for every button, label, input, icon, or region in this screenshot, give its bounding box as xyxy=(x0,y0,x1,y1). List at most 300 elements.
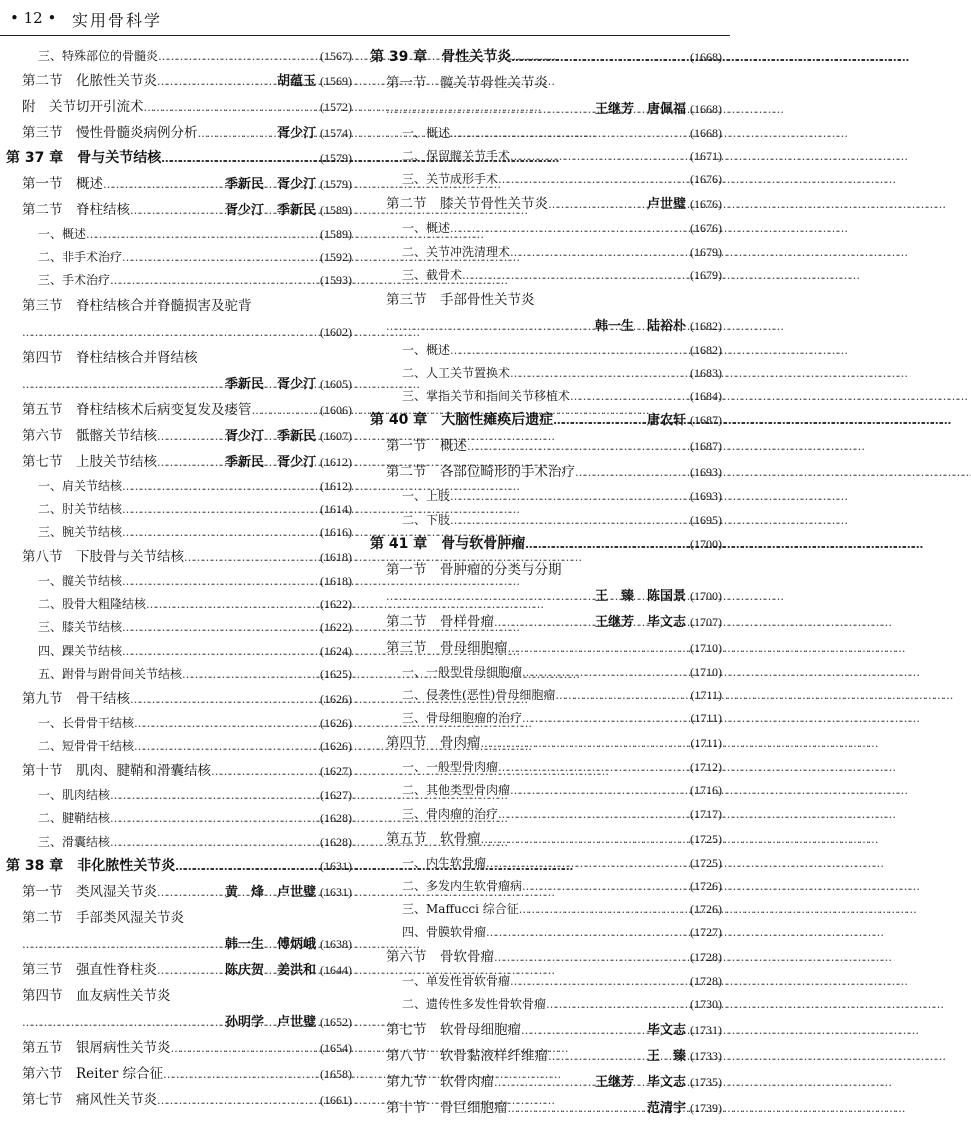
dot-leader xyxy=(386,96,592,123)
toc-entry-page: (1733) xyxy=(690,1048,722,1063)
toc-subsection[interactable] xyxy=(370,803,722,826)
toc-entry-title: 五、跗骨与跗骨间关节结核 xyxy=(38,666,183,681)
dot-leader xyxy=(510,970,690,993)
dot-leader xyxy=(575,459,690,486)
toc-entry-title: 第 40 章 大脑性瘫痪后遗症 xyxy=(370,412,554,429)
toc-subsection[interactable] xyxy=(370,852,722,875)
dot-leader xyxy=(486,921,690,944)
toc-entry-title: 第一节 类风湿关节炎 xyxy=(22,883,157,900)
toc-subsection[interactable] xyxy=(370,661,722,684)
toc-entry-page: (1602) xyxy=(320,324,352,339)
toc-entry-page: (1679) xyxy=(690,244,722,259)
page-header xyxy=(0,0,730,36)
dot-leader xyxy=(494,609,592,636)
dot-leader xyxy=(450,339,690,362)
toc-entry-page: (1711) xyxy=(690,687,722,702)
toc-subsection[interactable] xyxy=(370,993,722,1016)
toc-entry-title: 第六节 Reiter 综合征 xyxy=(22,1065,164,1082)
toc-entry-title: 第二节 膝关节骨性关节炎 xyxy=(386,196,548,213)
toc-entry-title: 第四节 血友病性关节炎 xyxy=(22,987,171,1004)
toc-entry-title: 第八节 下肢骨与关节结核 xyxy=(22,549,184,566)
toc-entry-title: 三、关节成形手术 xyxy=(402,172,499,187)
toc-entry-page: (1606) xyxy=(320,402,352,417)
dot-leader xyxy=(498,168,690,191)
dot-leader xyxy=(486,852,690,875)
book-title: 实用骨科学 xyxy=(72,11,163,30)
toc-section[interactable] xyxy=(370,1043,722,1069)
dot-leader xyxy=(521,1017,644,1044)
toc-section[interactable] xyxy=(6,94,352,120)
toc-subsection[interactable] xyxy=(6,593,352,616)
toc-entry-title: 第 39 章 骨性关节炎 xyxy=(370,49,512,65)
toc-section[interactable] xyxy=(6,879,352,905)
dot-leader xyxy=(519,898,690,921)
toc-subsection[interactable] xyxy=(370,970,722,993)
toc-section[interactable] xyxy=(370,191,722,217)
toc-entry-page: (1717) xyxy=(690,806,722,821)
toc-entry-title: 第三节 强直性脊柱炎 xyxy=(22,961,157,978)
toc-entry-page: (1612) xyxy=(320,454,352,469)
toc-subsection[interactable] xyxy=(6,246,352,269)
dot-leader xyxy=(386,313,592,340)
toc-entry-author: 唐农轩 xyxy=(646,413,686,429)
toc-entry-author: 黄 烽 卢世璧 xyxy=(224,884,316,900)
toc-entry-title: 第一节 概述 xyxy=(386,438,467,455)
toc-entry-title: 一、内生软骨瘤 xyxy=(402,855,487,870)
toc-entry-page: (1625) xyxy=(320,666,352,681)
dot-leader xyxy=(546,993,690,1016)
toc-entry-page: (1618) xyxy=(320,550,352,565)
toc-entry-page: (1618) xyxy=(320,574,352,589)
page-number: • 12 • xyxy=(10,9,57,27)
dot-leader xyxy=(555,684,690,707)
toc-section[interactable] xyxy=(6,544,352,570)
toc-subsection[interactable] xyxy=(370,362,722,385)
toc-entry-page: (1614) xyxy=(320,501,352,516)
toc-subsection[interactable] xyxy=(370,339,722,362)
toc-chapter[interactable] xyxy=(6,146,352,171)
toc-entry-author: 胥少汀 季新民 xyxy=(224,428,316,444)
toc-entry-author: 范清宇 xyxy=(646,1100,686,1116)
toc-subsection[interactable] xyxy=(370,145,722,168)
toc-entry-page: (1631) xyxy=(320,884,352,899)
toc-subsection[interactable] xyxy=(370,684,722,707)
toc-subsection[interactable] xyxy=(370,756,722,779)
toc-entry-title: 第 37 章 骨与关节结核 xyxy=(6,150,162,167)
toc-section[interactable] xyxy=(370,826,722,852)
dot-leader xyxy=(122,521,320,544)
toc-entry-title: 第五节 脊柱结核术后病变复发及瘘管 xyxy=(22,401,252,418)
dot-leader xyxy=(158,45,320,68)
toc-entry-title: 第三节 手部骨性关节炎 xyxy=(386,291,535,308)
toc-entry-author: 胡蕴玉 xyxy=(276,74,316,90)
toc-entry-title: 第三节 脊柱结核合并脊髓损害及驼背 xyxy=(22,297,252,314)
toc-entry-title: 三、掌指关节和指间关节移植术 xyxy=(402,389,571,404)
toc-entry-title: 附 关节切开引流术 xyxy=(22,99,144,116)
toc-entry-page: (1644) xyxy=(320,962,352,977)
toc-entry-title: 三、截骨术 xyxy=(402,267,463,282)
toc-subsection[interactable] xyxy=(370,898,722,921)
dot-leader xyxy=(122,570,320,593)
toc-entry-title: 二、其他类型骨肉瘤 xyxy=(402,783,511,798)
toc-entry-author: 季新民 胥少汀 xyxy=(224,454,316,470)
toc-subsection[interactable] xyxy=(6,45,352,68)
dot-leader xyxy=(157,879,222,906)
toc-section[interactable] xyxy=(370,635,722,661)
toc-entry-page: (1605) xyxy=(320,376,352,391)
toc-section[interactable] xyxy=(6,68,352,94)
toc-section[interactable] xyxy=(6,171,352,197)
toc-entry-title: 第八节 软骨黏液样纤维瘤 xyxy=(386,1047,548,1064)
dot-leader xyxy=(22,931,222,958)
toc-subsection[interactable] xyxy=(6,807,352,830)
toc-subsection[interactable] xyxy=(370,779,722,802)
toc-section[interactable] xyxy=(6,1009,352,1035)
toc-subsection[interactable] xyxy=(6,269,352,292)
toc-section[interactable] xyxy=(6,319,352,345)
toc-subsection[interactable] xyxy=(6,735,352,758)
toc-subsection[interactable] xyxy=(6,784,352,807)
toc-entry-page: (1695) xyxy=(690,512,722,527)
toc-subsection[interactable] xyxy=(6,712,352,735)
toc-section[interactable] xyxy=(6,293,352,319)
toc-entry-page: (1589) xyxy=(320,227,352,242)
toc-entry-title: 二、遗传性多发性骨软骨瘤 xyxy=(402,997,547,1012)
toc-entry-page: (1711) xyxy=(690,711,722,726)
dot-leader xyxy=(548,1043,644,1070)
toc-entry-title: 二、保留髋关节手术 xyxy=(402,149,511,164)
toc-entry-page: (1567) xyxy=(320,49,352,63)
toc-entry-page: (1592) xyxy=(320,250,352,265)
dot-leader xyxy=(110,269,320,292)
toc-entry-page: (1668) xyxy=(690,50,722,64)
dot-leader xyxy=(494,1069,592,1096)
dot-leader xyxy=(182,663,320,686)
toc-entry-page: (1707) xyxy=(690,614,722,629)
toc-entry-title: 一、单发性骨软骨瘤 xyxy=(402,974,511,989)
toc-section[interactable] xyxy=(6,957,352,983)
toc-entry-page: (1679) xyxy=(690,267,722,282)
toc-entry-title: 二、多发内生软骨瘤病 xyxy=(402,878,523,893)
toc-subsection[interactable] xyxy=(6,831,352,854)
toc-entry-page: (1593) xyxy=(320,273,352,288)
toc-entry-page: (1725) xyxy=(690,831,722,846)
toc-entry-title: 第二节 手部类风湿关节炎 xyxy=(22,909,184,926)
toc-section[interactable] xyxy=(370,730,722,756)
toc-entry-page: (1627) xyxy=(320,764,352,779)
toc-entry-author: 胥少汀 季新民 xyxy=(224,203,316,219)
toc-subsection[interactable] xyxy=(6,498,352,521)
dot-leader xyxy=(122,640,320,663)
dot-leader xyxy=(122,616,320,639)
dot-leader xyxy=(161,146,320,171)
toc-entry-page: (1676) xyxy=(690,221,722,236)
dot-leader xyxy=(110,784,320,807)
toc-subsection[interactable] xyxy=(370,385,722,408)
toc-entry-title: 一、概述 xyxy=(38,227,87,242)
toc-entry-title: 二、腱鞘结核 xyxy=(38,811,111,826)
toc-subsection[interactable] xyxy=(370,921,722,944)
toc-entry-title: 第二节 各部位畸形的手术治疗 xyxy=(386,464,575,481)
toc-entry-page: (1676) xyxy=(690,197,722,212)
toc-section[interactable] xyxy=(6,423,352,449)
toc-entry-title: 二、关节冲洗清理术 xyxy=(402,244,511,259)
toc-entry-title: 第三节 骨母细胞瘤 xyxy=(386,639,508,656)
toc-section[interactable] xyxy=(6,197,352,223)
toc-entry-title: 二、非手术治疗 xyxy=(38,250,123,265)
toc-entry-title: 一、一般型骨肉瘤 xyxy=(402,760,499,775)
toc-entry-author: 毕文志 xyxy=(646,1022,686,1038)
toc-subsection[interactable] xyxy=(370,509,722,532)
dot-leader xyxy=(157,423,222,450)
dot-leader xyxy=(134,712,320,735)
toc-entry-page: (1652) xyxy=(320,1014,352,1029)
toc-subsection[interactable] xyxy=(6,521,352,544)
toc-entry-page: (1661) xyxy=(320,1092,352,1107)
dot-leader xyxy=(22,371,222,398)
toc-section[interactable] xyxy=(6,983,352,1009)
toc-section[interactable] xyxy=(6,905,352,931)
toc-entry-page: (1579) xyxy=(320,151,352,166)
toc-subsection[interactable] xyxy=(370,264,722,287)
toc-entry-title: 二、短骨骨干结核 xyxy=(38,739,135,754)
dot-leader xyxy=(252,397,321,424)
toc-section[interactable] xyxy=(6,1061,352,1087)
dot-leader xyxy=(144,94,321,121)
toc-section[interactable] xyxy=(6,1087,352,1113)
toc-chapter[interactable] xyxy=(370,45,722,70)
toc-entry-page: (1700) xyxy=(690,536,722,551)
toc-subsection[interactable] xyxy=(370,707,722,730)
toc-entry-title: 三、腕关节结核 xyxy=(38,524,123,539)
dot-leader xyxy=(130,197,222,224)
toc-entry-title: 三、膝关节结核 xyxy=(38,620,123,635)
toc-section[interactable] xyxy=(6,345,352,371)
toc-subsection[interactable] xyxy=(370,168,722,191)
toc-entry-page: (1668) xyxy=(690,126,722,140)
toc-entry-title: 一、肌肉结核 xyxy=(38,788,111,803)
toc-subsection[interactable] xyxy=(6,223,352,246)
toc-entry-page: (1622) xyxy=(320,597,352,612)
toc-entry-title: 一、肩关节结核 xyxy=(38,478,123,493)
toc-section[interactable] xyxy=(6,397,352,423)
toc-entry-page: (1626) xyxy=(320,691,352,706)
toc-entry-title: 一、概述 xyxy=(402,126,451,140)
toc-entry-author: 卢世璧 xyxy=(646,197,686,213)
toc-section[interactable] xyxy=(6,120,352,146)
dot-leader xyxy=(570,385,690,408)
dot-leader xyxy=(498,756,690,779)
toc-entry-title: 第二节 化脓性关节炎 xyxy=(22,73,157,90)
toc-entry-title: 第十节 肌肉、腱鞘和滑囊结核 xyxy=(22,763,211,780)
dot-leader xyxy=(171,1035,321,1062)
toc-entry-page: (1626) xyxy=(320,739,352,754)
toc-entry-title: 三、Maffucci 综合征 xyxy=(402,901,519,916)
toc-entry-title: 第三节 慢性骨髓炎病例分析 xyxy=(22,125,198,142)
dot-leader xyxy=(110,831,320,854)
toc-entry-page: (1731) xyxy=(690,1022,722,1037)
toc-entry-author: 孙明学 卢世璧 xyxy=(224,1014,316,1030)
toc-section[interactable] xyxy=(370,609,722,635)
toc-entry-page: (1631) xyxy=(320,858,352,873)
toc-entry-title: 第九节 软骨肉瘤 xyxy=(386,1073,494,1090)
dot-leader xyxy=(553,408,644,433)
toc-section[interactable] xyxy=(370,70,722,96)
toc-entry-page: (1700) xyxy=(690,588,722,603)
toc-entry-title: 一、一般型骨母细胞瘤 xyxy=(402,664,523,679)
dot-leader xyxy=(157,1087,320,1114)
toc-section[interactable] xyxy=(370,1017,722,1043)
dot-leader xyxy=(157,449,222,476)
toc-entry-title: 第一节 髋关节骨性关节炎 xyxy=(386,75,548,91)
toc-entry-title: 第四节 骨肉瘤 xyxy=(386,735,481,752)
toc-entry-page: (1683) xyxy=(690,366,722,381)
toc-section[interactable] xyxy=(370,1069,722,1095)
toc-section[interactable] xyxy=(370,433,722,459)
toc-entry-page: (1569) xyxy=(320,74,352,89)
toc-entry-title: 一、概述 xyxy=(402,342,451,357)
toc-entry-title: 第十节 骨巨细胞瘤 xyxy=(386,1099,508,1116)
toc-entry-page: (1574) xyxy=(320,126,352,141)
toc-section[interactable] xyxy=(6,931,352,957)
toc-section[interactable] xyxy=(370,459,722,485)
toc-entry-title: 第一节 骨肿瘤的分类与分期 xyxy=(386,561,562,578)
toc-entry-title: 第二节 骨样骨瘤 xyxy=(386,613,494,630)
toc-subsection[interactable] xyxy=(370,241,722,264)
toc-entry-page: (1726) xyxy=(690,901,722,916)
toc-subsection[interactable] xyxy=(6,663,352,686)
toc-entry-author: 王 臻 xyxy=(646,1048,686,1064)
dot-leader xyxy=(481,826,691,853)
toc-chapter[interactable] xyxy=(370,408,722,433)
toc-subsection[interactable] xyxy=(6,570,352,593)
toc-entry-page: (1727) xyxy=(690,925,722,940)
toc-section[interactable] xyxy=(370,1095,722,1121)
dot-leader xyxy=(522,707,690,730)
toc-subsection[interactable] xyxy=(6,640,352,663)
dot-leader xyxy=(511,45,690,70)
toc-section[interactable] xyxy=(370,96,722,122)
dot-leader xyxy=(508,1095,644,1122)
toc-entry-page: (1728) xyxy=(690,974,722,989)
dot-leader xyxy=(510,779,690,802)
toc-entry-author: 王继芳 毕文志 xyxy=(594,614,686,630)
toc-entry-title: 二、人工关节置换术 xyxy=(402,366,511,381)
toc-entry-author: 韩一生 陆裕朴 xyxy=(594,318,686,334)
toc-entry-page: (1628) xyxy=(320,811,352,826)
toc-section[interactable] xyxy=(6,758,352,784)
toc-left-column xyxy=(6,45,352,1113)
dot-leader xyxy=(525,532,690,557)
toc-entry-title: 一、髋关节结核 xyxy=(38,574,123,589)
dot-leader xyxy=(110,807,320,830)
toc-section[interactable] xyxy=(370,313,722,339)
toc-entry-page: (1628) xyxy=(320,834,352,849)
toc-chapter[interactable] xyxy=(370,532,722,557)
toc-section[interactable] xyxy=(6,371,352,397)
toc-entry-title: 第六节 骶髂关节结核 xyxy=(22,427,157,444)
toc-entry-title: 第五节 银屑病性关节炎 xyxy=(22,1039,171,1056)
dot-leader xyxy=(386,583,592,610)
toc-entry-author: 王继芳 毕文志 xyxy=(594,1074,686,1090)
toc-entry-title: 第四节 脊柱结核合并肾结核 xyxy=(22,349,198,366)
dot-leader xyxy=(130,686,320,713)
toc-entry-page: (1654) xyxy=(320,1040,352,1055)
dot-leader xyxy=(522,661,690,684)
toc-subsection[interactable] xyxy=(370,485,722,508)
dot-leader xyxy=(450,122,690,145)
dot-leader xyxy=(157,68,274,95)
toc-entry-title: 第七节 痛风性关节炎 xyxy=(22,1091,157,1108)
toc-section[interactable] xyxy=(370,944,722,970)
toc-entry-page: (1638) xyxy=(320,936,352,951)
toc-entry-page: (1572) xyxy=(320,100,352,115)
dot-leader xyxy=(522,875,690,898)
toc-entry-author: 胥少汀 xyxy=(276,126,316,142)
dot-leader xyxy=(510,241,690,264)
toc-entry-page: (1658) xyxy=(320,1066,352,1081)
toc-entry-page: (1682) xyxy=(690,342,722,357)
toc-entry-page: (1612) xyxy=(320,478,352,493)
toc-entry-page: (1728) xyxy=(690,950,722,965)
toc-subsection[interactable] xyxy=(6,475,352,498)
dot-leader xyxy=(163,1061,320,1088)
toc-entry-author: 陈庆贺 姜洪和 xyxy=(224,962,316,978)
dot-leader xyxy=(508,635,691,662)
dot-leader xyxy=(450,485,690,508)
toc-entry-title: 四、骨膜软骨瘤 xyxy=(402,925,487,940)
toc-subsection[interactable] xyxy=(370,875,722,898)
dot-leader xyxy=(22,319,320,346)
toc-entry-page: (1579) xyxy=(320,177,352,192)
toc-entry-title: 四、踝关节结核 xyxy=(38,643,123,658)
toc-section[interactable] xyxy=(6,449,352,475)
toc-section[interactable] xyxy=(370,583,722,609)
toc-subsection[interactable] xyxy=(370,217,722,240)
toc-entry-title: 二、下肢 xyxy=(402,512,451,527)
dot-leader xyxy=(548,191,644,218)
toc-entry-author: 季新民 胥少汀 xyxy=(224,376,316,392)
toc-entry-title: 二、肘关节结核 xyxy=(38,501,123,516)
toc-entry-page: (1671) xyxy=(690,149,722,164)
dot-leader xyxy=(157,957,222,984)
toc-entry-page: (1676) xyxy=(690,172,722,187)
toc-subsection[interactable] xyxy=(6,616,352,639)
toc-entry-title: 第七节 软骨母细胞瘤 xyxy=(386,1021,521,1038)
toc-entry-page: (1687) xyxy=(690,439,722,454)
toc-entry-page: (1684) xyxy=(690,389,722,404)
dot-leader xyxy=(510,362,690,385)
toc-entry-title: 三、骨肉瘤的治疗 xyxy=(402,806,499,821)
toc-entry-author: 王继芳 唐佩福 xyxy=(594,102,686,117)
toc-entry-title: 第二节 脊柱结核 xyxy=(22,202,130,219)
dot-leader xyxy=(122,498,320,521)
toc-chapter[interactable] xyxy=(6,854,352,879)
dot-leader xyxy=(198,120,274,147)
toc-section[interactable] xyxy=(370,287,722,313)
dot-leader xyxy=(184,544,320,571)
toc-section[interactable] xyxy=(6,686,352,712)
toc-entry-title: 三、手术治疗 xyxy=(38,273,111,288)
dot-leader xyxy=(86,223,320,246)
toc-section[interactable] xyxy=(370,557,722,583)
toc-section[interactable] xyxy=(6,1035,352,1061)
toc-entry-page: (1710) xyxy=(690,664,722,679)
toc-entry-page: (1607) xyxy=(320,428,352,443)
toc-entry-title: 一、概述 xyxy=(402,221,451,236)
toc-subsection[interactable] xyxy=(370,122,722,145)
toc-entry-title: 三、特殊部位的骨髓炎 xyxy=(38,49,159,63)
